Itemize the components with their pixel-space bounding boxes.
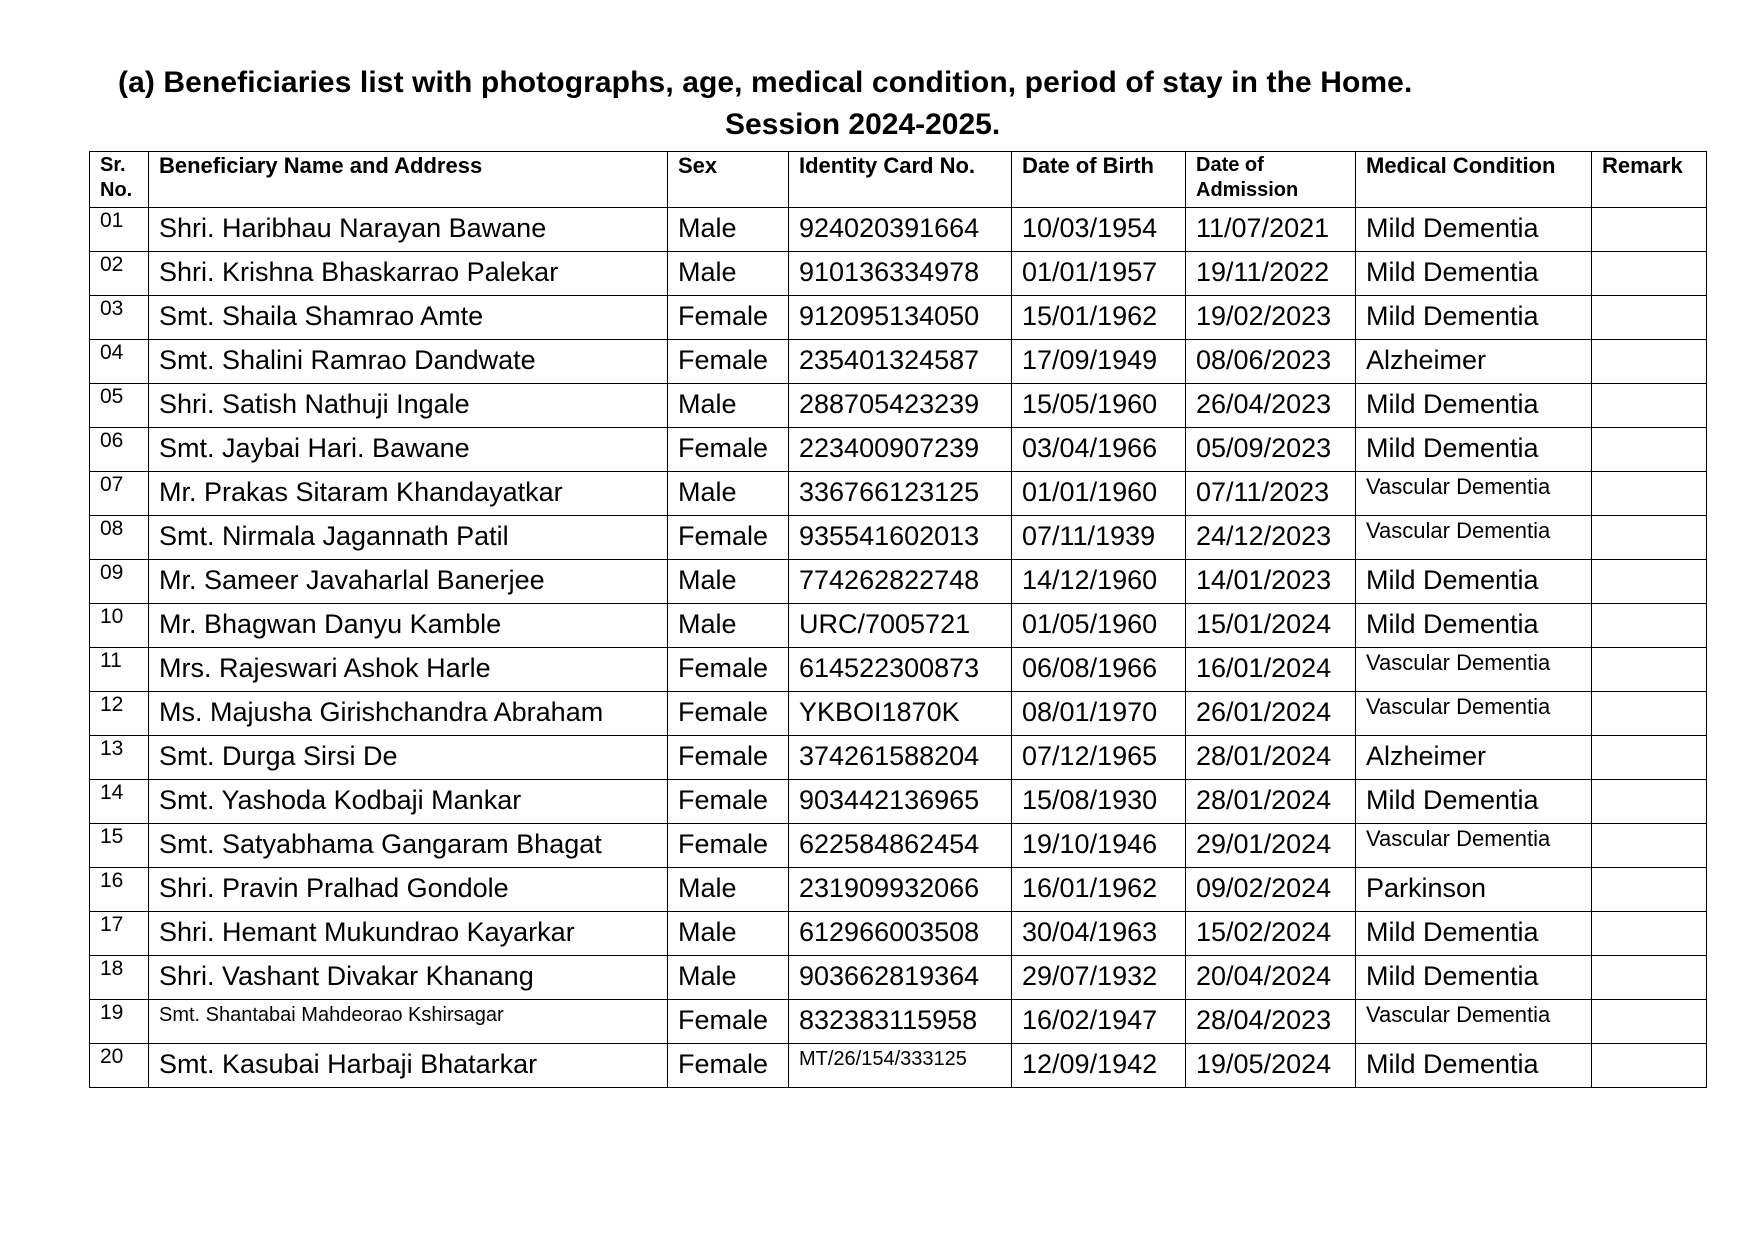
cell-date-of-admission: 28/04/2023 bbox=[1186, 1000, 1356, 1044]
cell-date-of-birth: 06/08/1966 bbox=[1012, 648, 1186, 692]
cell-date-of-admission: 19/05/2024 bbox=[1186, 1044, 1356, 1088]
cell-sr-no: 18 bbox=[90, 956, 149, 1000]
cell-identity-card: 336766123125 bbox=[789, 472, 1012, 516]
cell-medical-condition: Mild Dementia bbox=[1356, 384, 1592, 428]
cell-sr-no: 05 bbox=[90, 384, 149, 428]
cell-sex: Female bbox=[668, 824, 789, 868]
cell-date-of-birth: 15/05/1960 bbox=[1012, 384, 1186, 428]
cell-identity-card: 223400907239 bbox=[789, 428, 1012, 472]
table-row bbox=[90, 824, 1707, 868]
cell-sr-no: 06 bbox=[90, 428, 149, 472]
cell-identity-card: 612966003508 bbox=[789, 912, 1012, 956]
cell-beneficiary-name: Shri. Vashant Divakar Khanang bbox=[149, 956, 668, 1000]
cell-date-of-admission: 07/11/2023 bbox=[1186, 472, 1356, 516]
cell-remark bbox=[1592, 1000, 1707, 1044]
cell-medical-condition: Mild Dementia bbox=[1356, 604, 1592, 648]
cell-remark bbox=[1592, 384, 1707, 428]
cell-date-of-admission: 28/01/2024 bbox=[1186, 780, 1356, 824]
cell-date-of-birth: 15/01/1962 bbox=[1012, 296, 1186, 340]
cell-sr-no: 11 bbox=[90, 648, 149, 692]
cell-identity-card: 903442136965 bbox=[789, 780, 1012, 824]
cell-remark bbox=[1592, 912, 1707, 956]
cell-medical-condition: Mild Dementia bbox=[1356, 956, 1592, 1000]
table-row bbox=[90, 868, 1707, 912]
cell-medical-condition: Mild Dementia bbox=[1356, 912, 1592, 956]
cell-beneficiary-name: Smt. Durga Sirsi De bbox=[149, 736, 668, 780]
cell-date-of-admission: 11/07/2021 bbox=[1186, 208, 1356, 252]
beneficiaries-table bbox=[89, 151, 1707, 1088]
cell-medical-condition: Mild Dementia bbox=[1356, 208, 1592, 252]
header-sr-no: Sr. No. bbox=[90, 152, 149, 208]
cell-date-of-admission: 19/11/2022 bbox=[1186, 252, 1356, 296]
cell-date-of-admission: 26/01/2024 bbox=[1186, 692, 1356, 736]
cell-identity-card: URC/7005721 bbox=[789, 604, 1012, 648]
cell-date-of-birth: 07/11/1939 bbox=[1012, 516, 1186, 560]
cell-identity-card: 288705423239 bbox=[789, 384, 1012, 428]
cell-sr-no: 14 bbox=[90, 780, 149, 824]
cell-date-of-admission: 08/06/2023 bbox=[1186, 340, 1356, 384]
cell-date-of-birth: 01/05/1960 bbox=[1012, 604, 1186, 648]
cell-remark bbox=[1592, 428, 1707, 472]
cell-medical-condition: Vascular Dementia bbox=[1356, 648, 1592, 692]
cell-sex: Male bbox=[668, 868, 789, 912]
cell-sr-no: 19 bbox=[90, 1000, 149, 1044]
cell-identity-card: MT/26/154/333125 bbox=[789, 1044, 1012, 1088]
cell-identity-card: 622584862454 bbox=[789, 824, 1012, 868]
cell-remark bbox=[1592, 868, 1707, 912]
cell-sr-no: 04 bbox=[90, 340, 149, 384]
cell-remark bbox=[1592, 780, 1707, 824]
header-remark: Remark bbox=[1592, 152, 1707, 208]
cell-identity-card: 832383115958 bbox=[789, 1000, 1012, 1044]
cell-beneficiary-name: Smt. Jaybai Hari. Bawane bbox=[149, 428, 668, 472]
cell-beneficiary-name: Shri. Haribhau Narayan Bawane bbox=[149, 208, 668, 252]
cell-sr-no: 20 bbox=[90, 1044, 149, 1088]
cell-sex: Female bbox=[668, 736, 789, 780]
cell-remark bbox=[1592, 604, 1707, 648]
cell-beneficiary-name: Mrs. Rajeswari Ashok Harle bbox=[149, 648, 668, 692]
cell-date-of-birth: 01/01/1957 bbox=[1012, 252, 1186, 296]
cell-date-of-birth: 01/01/1960 bbox=[1012, 472, 1186, 516]
cell-date-of-admission: 20/04/2024 bbox=[1186, 956, 1356, 1000]
table-row bbox=[90, 208, 1707, 252]
cell-date-of-birth: 16/01/1962 bbox=[1012, 868, 1186, 912]
cell-sr-no: 17 bbox=[90, 912, 149, 956]
cell-beneficiary-name: Mr. Prakas Sitaram Khandayatkar bbox=[149, 472, 668, 516]
table-row bbox=[90, 1044, 1707, 1088]
cell-sr-no: 08 bbox=[90, 516, 149, 560]
cell-date-of-admission: 15/01/2024 bbox=[1186, 604, 1356, 648]
cell-identity-card: YKBOI1870K bbox=[789, 692, 1012, 736]
cell-date-of-birth: 19/10/1946 bbox=[1012, 824, 1186, 868]
cell-identity-card: 912095134050 bbox=[789, 296, 1012, 340]
cell-sr-no: 10 bbox=[90, 604, 149, 648]
cell-sex: Female bbox=[668, 692, 789, 736]
document-title bbox=[118, 66, 1412, 100]
cell-medical-condition: Vascular Dementia bbox=[1356, 516, 1592, 560]
cell-date-of-birth: 07/12/1965 bbox=[1012, 736, 1186, 780]
header-identity-card: Identity Card No. bbox=[789, 152, 1012, 208]
cell-sex: Female bbox=[668, 648, 789, 692]
cell-date-of-birth: 14/12/1960 bbox=[1012, 560, 1186, 604]
cell-sr-no: 13 bbox=[90, 736, 149, 780]
cell-date-of-admission: 15/02/2024 bbox=[1186, 912, 1356, 956]
cell-beneficiary-name: Smt. Satyabhama Gangaram Bhagat bbox=[149, 824, 668, 868]
cell-sex: Female bbox=[668, 516, 789, 560]
cell-date-of-admission: 14/01/2023 bbox=[1186, 560, 1356, 604]
cell-remark bbox=[1592, 692, 1707, 736]
cell-medical-condition: Parkinson bbox=[1356, 868, 1592, 912]
cell-beneficiary-name: Ms. Majusha Girishchandra Abraham bbox=[149, 692, 668, 736]
cell-sex: Male bbox=[668, 956, 789, 1000]
cell-date-of-admission: 29/01/2024 bbox=[1186, 824, 1356, 868]
cell-sr-no: 07 bbox=[90, 472, 149, 516]
cell-beneficiary-name: Smt. Shaila Shamrao Amte bbox=[149, 296, 668, 340]
cell-beneficiary-name: Mr. Bhagwan Danyu Kamble bbox=[149, 604, 668, 648]
header-beneficiary-name: Beneficiary Name and Address bbox=[149, 152, 668, 208]
cell-date-of-birth: 30/04/1963 bbox=[1012, 912, 1186, 956]
cell-identity-card: 614522300873 bbox=[789, 648, 1012, 692]
cell-identity-card: 910136334978 bbox=[789, 252, 1012, 296]
cell-sex: Female bbox=[668, 296, 789, 340]
cell-sr-no: 01 bbox=[90, 208, 149, 252]
cell-beneficiary-name: Smt. Nirmala Jagannath Patil bbox=[149, 516, 668, 560]
cell-remark bbox=[1592, 296, 1707, 340]
cell-medical-condition: Mild Dementia bbox=[1356, 560, 1592, 604]
cell-sr-no: 03 bbox=[90, 296, 149, 340]
cell-identity-card: 231909932066 bbox=[789, 868, 1012, 912]
cell-remark bbox=[1592, 560, 1707, 604]
cell-sr-no: 02 bbox=[90, 252, 149, 296]
cell-remark bbox=[1592, 736, 1707, 780]
table-row bbox=[90, 956, 1707, 1000]
cell-remark bbox=[1592, 1044, 1707, 1088]
cell-remark bbox=[1592, 956, 1707, 1000]
cell-beneficiary-name: Shri. Satish Nathuji Ingale bbox=[149, 384, 668, 428]
cell-date-of-admission: 09/02/2024 bbox=[1186, 868, 1356, 912]
table-header-row bbox=[90, 152, 1707, 208]
cell-medical-condition: Vascular Dementia bbox=[1356, 1000, 1592, 1044]
cell-date-of-birth: 16/02/1947 bbox=[1012, 1000, 1186, 1044]
cell-sr-no: 12 bbox=[90, 692, 149, 736]
cell-medical-condition: Vascular Dementia bbox=[1356, 692, 1592, 736]
cell-beneficiary-name: Shri. Hemant Mukundrao Kayarkar bbox=[149, 912, 668, 956]
cell-medical-condition: Mild Dementia bbox=[1356, 428, 1592, 472]
cell-medical-condition: Mild Dementia bbox=[1356, 1044, 1592, 1088]
cell-medical-condition: Vascular Dementia bbox=[1356, 824, 1592, 868]
cell-beneficiary-name: Smt. Yashoda Kodbaji Mankar bbox=[149, 780, 668, 824]
cell-sex: Male bbox=[668, 472, 789, 516]
cell-identity-card: 935541602013 bbox=[789, 516, 1012, 560]
table-row bbox=[90, 692, 1707, 736]
cell-medical-condition: Alzheimer bbox=[1356, 736, 1592, 780]
cell-remark bbox=[1592, 824, 1707, 868]
session-subtitle: Session 2024-2025. bbox=[725, 108, 1001, 141]
cell-sr-no: 16 bbox=[90, 868, 149, 912]
cell-identity-card: 924020391664 bbox=[789, 208, 1012, 252]
cell-date-of-admission: 05/09/2023 bbox=[1186, 428, 1356, 472]
cell-sr-no: 15 bbox=[90, 824, 149, 868]
cell-sr-no: 09 bbox=[90, 560, 149, 604]
table-row bbox=[90, 912, 1707, 956]
cell-beneficiary-name: Shri. Pravin Pralhad Gondole bbox=[149, 868, 668, 912]
cell-date-of-birth: 08/01/1970 bbox=[1012, 692, 1186, 736]
table-row bbox=[90, 1000, 1707, 1044]
cell-sex: Female bbox=[668, 1000, 789, 1044]
cell-identity-card: 235401324587 bbox=[789, 340, 1012, 384]
cell-remark bbox=[1592, 208, 1707, 252]
cell-medical-condition: Mild Dementia bbox=[1356, 780, 1592, 824]
table-row bbox=[90, 604, 1707, 648]
cell-remark bbox=[1592, 648, 1707, 692]
table-row bbox=[90, 780, 1707, 824]
table-row bbox=[90, 516, 1707, 560]
cell-sex: Male bbox=[668, 384, 789, 428]
cell-beneficiary-name: Shri. Krishna Bhaskarrao Palekar bbox=[149, 252, 668, 296]
cell-medical-condition: Mild Dementia bbox=[1356, 252, 1592, 296]
cell-sex: Male bbox=[668, 604, 789, 648]
cell-date-of-birth: 15/08/1930 bbox=[1012, 780, 1186, 824]
cell-remark bbox=[1592, 340, 1707, 384]
cell-identity-card: 903662819364 bbox=[789, 956, 1012, 1000]
cell-sex: Male bbox=[668, 208, 789, 252]
title-text: Beneficiaries list with photographs, age, medical condition, period of stay in the Home. bbox=[163, 66, 1413, 99]
cell-medical-condition: Mild Dementia bbox=[1356, 296, 1592, 340]
header-date-of-admission: Date of Admission bbox=[1186, 152, 1356, 208]
table-row bbox=[90, 560, 1707, 604]
cell-identity-card: 374261588204 bbox=[789, 736, 1012, 780]
cell-sex: Male bbox=[668, 912, 789, 956]
table-row bbox=[90, 340, 1707, 384]
cell-remark bbox=[1592, 472, 1707, 516]
cell-date-of-admission: 16/01/2024 bbox=[1186, 648, 1356, 692]
cell-sex: Male bbox=[668, 252, 789, 296]
cell-sex: Female bbox=[668, 1044, 789, 1088]
cell-beneficiary-name: Smt. Shantabai Mahdeorao Kshirsagar bbox=[149, 1000, 668, 1044]
table-row bbox=[90, 648, 1707, 692]
cell-remark bbox=[1592, 516, 1707, 560]
cell-medical-condition: Vascular Dementia bbox=[1356, 472, 1592, 516]
cell-date-of-admission: 26/04/2023 bbox=[1186, 384, 1356, 428]
cell-beneficiary-name: Smt. Kasubai Harbaji Bhatarkar bbox=[149, 1044, 668, 1088]
cell-date-of-birth: 12/09/1942 bbox=[1012, 1044, 1186, 1088]
cell-sex: Male bbox=[668, 560, 789, 604]
header-medical-condition: Medical Condition bbox=[1356, 152, 1592, 208]
cell-date-of-birth: 03/04/1966 bbox=[1012, 428, 1186, 472]
cell-date-of-birth: 17/09/1949 bbox=[1012, 340, 1186, 384]
table-row bbox=[90, 252, 1707, 296]
table-row bbox=[90, 384, 1707, 428]
cell-sex: Female bbox=[668, 780, 789, 824]
title-prefix: (a) bbox=[118, 66, 155, 99]
cell-identity-card: 774262822748 bbox=[789, 560, 1012, 604]
header-sex: Sex bbox=[668, 152, 789, 208]
table-body bbox=[90, 208, 1707, 1088]
cell-date-of-admission: 28/01/2024 bbox=[1186, 736, 1356, 780]
cell-date-of-birth: 10/03/1954 bbox=[1012, 208, 1186, 252]
cell-date-of-admission: 24/12/2023 bbox=[1186, 516, 1356, 560]
cell-medical-condition: Alzheimer bbox=[1356, 340, 1592, 384]
cell-date-of-admission: 19/02/2023 bbox=[1186, 296, 1356, 340]
table-row bbox=[90, 428, 1707, 472]
table-row bbox=[90, 472, 1707, 516]
cell-date-of-birth: 29/07/1932 bbox=[1012, 956, 1186, 1000]
cell-remark bbox=[1592, 252, 1707, 296]
table-row bbox=[90, 296, 1707, 340]
cell-beneficiary-name: Mr. Sameer Javaharlal Banerjee bbox=[149, 560, 668, 604]
header-date-of-birth: Date of Birth bbox=[1012, 152, 1186, 208]
cell-sex: Female bbox=[668, 340, 789, 384]
cell-beneficiary-name: Smt. Shalini Ramrao Dandwate bbox=[149, 340, 668, 384]
table-row bbox=[90, 736, 1707, 780]
cell-sex: Female bbox=[668, 428, 789, 472]
